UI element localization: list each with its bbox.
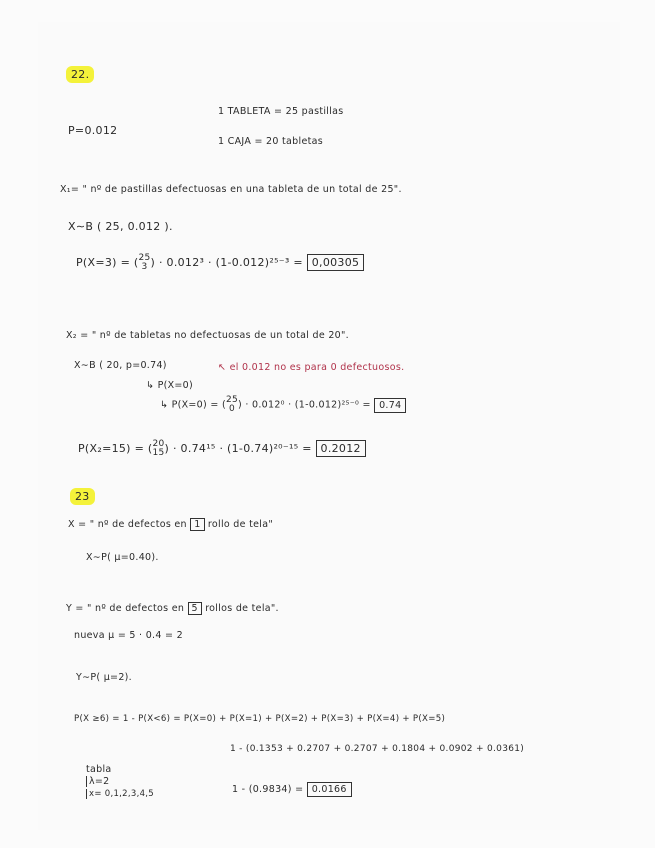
step2-rhs: · 0.012⁰ · (1-0.012)²⁵⁻⁰ = bbox=[245, 399, 371, 411]
px3-binom-top: 25 bbox=[138, 253, 151, 263]
notebook-sheet bbox=[38, 22, 620, 830]
px15-result: 0.2012 bbox=[316, 440, 366, 457]
new-mu: nueva μ = 5 · 0.4 = 2 bbox=[74, 630, 183, 641]
x2-distribution: X∼B ( 20, p=0.74) bbox=[74, 360, 167, 371]
tabla-note bbox=[86, 764, 154, 800]
y-def-text: Y = " nº de defectos en bbox=[66, 603, 185, 614]
section-22-label: 22. bbox=[66, 66, 94, 83]
px15-equation: P(X₂=15) = (20 15) · 0.74¹⁵ · (1-0.74)²⁰⁻¹⁵ = 0.2012 bbox=[78, 440, 366, 458]
x2-note: ↖ el 0.012 no es para 0 defectuosos. bbox=[218, 362, 405, 373]
tableta-definition: 1 TABLETA = 25 pastillas bbox=[218, 106, 344, 117]
px3-rhs: · 0.012³ · (1-0.012)²⁵⁻³ = bbox=[158, 256, 303, 269]
px15-binomial bbox=[152, 440, 164, 458]
y-distribution: Y∼P( μ=2). bbox=[76, 672, 132, 683]
x1-distribution: X∼B ( 25, 0.012 ). bbox=[68, 220, 173, 233]
tabla-lambda: λ=2 bbox=[86, 776, 110, 787]
pge6-line3 bbox=[232, 784, 352, 795]
px15-binom-top: 20 bbox=[152, 439, 165, 449]
px3-result: 0,00305 bbox=[307, 254, 365, 271]
tabla-title: tabla bbox=[86, 764, 112, 775]
pge6-line2: 1 - (0.1353 + 0.2707 + 0.2707 + 0.1804 + 0.0902 + 0.0361) bbox=[230, 744, 525, 754]
x-distribution: X∼P( μ=0.40). bbox=[86, 552, 159, 563]
px3-binomial bbox=[138, 254, 150, 272]
step2-binom-bottom: 0 bbox=[228, 404, 235, 414]
caja-definition: 1 CAJA = 20 tabletas bbox=[218, 136, 323, 147]
section-23-label: 23 bbox=[70, 488, 95, 505]
x2-definition: X₂ = " nº de tabletas no defectuosas de un total de 20". bbox=[66, 330, 350, 341]
x1-definition: X₁= " nº de pastillas defectuosas en una tableta de un total de 25". bbox=[60, 184, 402, 195]
p-value: P=0.012 bbox=[68, 124, 118, 137]
px3-equation: P(X=3) = (25 3 ) · 0.012³ · (1-0.012)²⁵⁻³ = 0,00305 bbox=[76, 254, 364, 272]
tabla-x-values: x= 0,1,2,3,4,5 bbox=[86, 789, 154, 799]
step2-equation: ↳ P(X=0) = (25 0 ) · 0.012⁰ · (1-0.012)²⁵⁻⁰ = 0.74 bbox=[160, 396, 406, 414]
pge6-result: 0.0166 bbox=[307, 782, 352, 797]
px15-binom-bottom: 15 bbox=[152, 448, 165, 458]
x-def-boxed-number: 1 bbox=[190, 518, 204, 531]
px3-lhs: P(X=3) = bbox=[76, 256, 131, 269]
step2-binomial bbox=[226, 396, 238, 414]
step-px0: ↳ P(X=0) bbox=[146, 380, 194, 391]
x-def-text-end: rollo de tela" bbox=[207, 519, 274, 530]
px15-rhs: · 0.74¹⁵ · (1-0.74)²⁰⁻¹⁵ = bbox=[172, 442, 312, 455]
step2-binom-top: 25 bbox=[225, 395, 239, 405]
px15-lhs: P(X₂=15) = bbox=[78, 442, 145, 455]
px3-binom-bottom: 3 bbox=[141, 262, 148, 272]
y-def-boxed-number: 5 bbox=[188, 602, 202, 615]
pge6-line1: P(X ≥6) = 1 - P(X<6) = P(X=0) + P(X=1) + P(X=2) + P(X=3) + P(X=4) + P(X=5) bbox=[74, 714, 446, 724]
step2-result: 0.74 bbox=[374, 398, 406, 413]
step2-lhs: ↳ P(X=0) = bbox=[160, 399, 219, 411]
y-def-text-end: rollos de tela". bbox=[205, 603, 279, 614]
x-definition bbox=[68, 518, 273, 531]
pge6-line3-text: 1 - (0.9834) = bbox=[232, 784, 304, 795]
y-definition bbox=[66, 602, 279, 615]
x-def-text: X = " nº de defectos en bbox=[68, 519, 187, 530]
